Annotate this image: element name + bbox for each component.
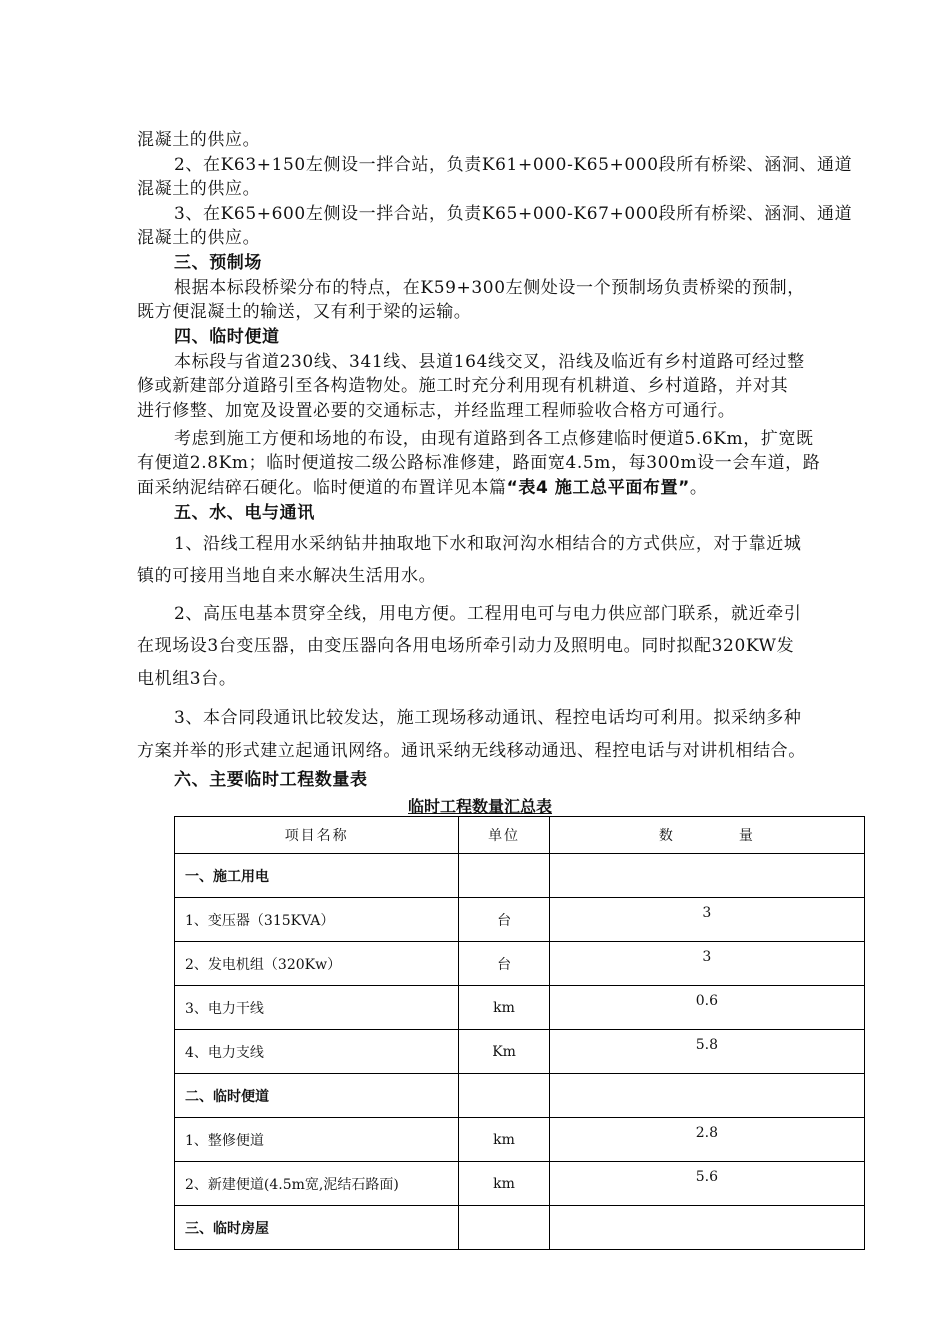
cell-unit: km bbox=[459, 1118, 549, 1162]
cell-unit bbox=[459, 854, 549, 898]
cell-quantity bbox=[549, 1206, 864, 1250]
cell-unit: km bbox=[459, 986, 549, 1030]
cell-quantity bbox=[549, 1074, 864, 1118]
table-row bbox=[175, 1162, 865, 1206]
paragraph-line: 有便道2.8Km；临时便道按二级公路标准修建，路面宽4.5m，每300m设一会车道，路 bbox=[137, 453, 821, 473]
cell-quantity: 5.8 bbox=[549, 1030, 864, 1074]
header-unit: 单位 bbox=[459, 817, 549, 854]
cell-item-name: 一、施工用电 bbox=[175, 854, 459, 898]
paragraph-line: 1、沿线工程用水采纳钻井抽取地下水和取河沟水相结合的方式供应，对于靠近城 bbox=[174, 534, 802, 554]
cell-item-name: 二、临时便道 bbox=[175, 1074, 459, 1118]
header-quantity: 数 量 bbox=[549, 817, 864, 854]
paragraph-line: 在现场设3台变压器，由变压器向各用电场所牵引动力及照明电。同时拟配320KW发 bbox=[137, 636, 795, 656]
paragraph-line: 2、在K63+150左侧设一拌合站，负责K61+000-K65+000段所有桥梁、涵洞、通道 bbox=[174, 155, 853, 175]
paragraph-line bbox=[137, 476, 708, 500]
paragraph-line: 镇的可接用当地自来水解决生活用水。 bbox=[137, 566, 437, 586]
cell-item-name: 3、电力干线 bbox=[175, 986, 459, 1030]
cell-unit bbox=[459, 1206, 549, 1250]
table-row bbox=[175, 942, 865, 986]
cell-quantity bbox=[549, 854, 864, 898]
section-heading-utilities: 五、水、电与通讯 bbox=[174, 503, 315, 523]
cell-quantity: 3 bbox=[549, 898, 864, 942]
cell-item-name: 2、发电机组（320Kw） bbox=[175, 942, 459, 986]
paragraph-line: 根据本标段桥梁分布的特点，在K59+300左侧处设一个预制场负责桥梁的预制， bbox=[174, 278, 805, 298]
paragraph-line: 修或新建部分道路引至各构造物处。施工时充分利用现有机耕道、乡村道路，并对其 bbox=[137, 376, 789, 396]
paragraph-line: 混凝土的供应。 bbox=[137, 179, 261, 199]
paragraph-line: 3、在K65+600左侧设一拌合站，负责K65+000-K67+000段所有桥梁、涵洞、通道 bbox=[174, 204, 853, 224]
table-section-row bbox=[175, 854, 865, 898]
paragraph-line: 考虑到施工方便和场地的布设，由现有道路到各工点修建临时便道5.6Km，扩宽既 bbox=[174, 429, 814, 449]
section-heading-temporary-road: 四、临时便道 bbox=[174, 327, 280, 347]
table-section-row bbox=[175, 1074, 865, 1118]
cell-item-name: 三、临时房屋 bbox=[175, 1206, 459, 1250]
quantity-table bbox=[174, 816, 865, 1250]
paragraph-line: 既方便混凝土的输送，又有利于梁的运输。 bbox=[137, 302, 472, 322]
section-heading-precast-yard: 三、预制场 bbox=[174, 253, 262, 273]
paragraph-line: 本标段与省道230线、341线、县道164线交叉，沿线及临近有乡村道路可经过整 bbox=[174, 352, 805, 372]
table-body bbox=[175, 854, 865, 1250]
cell-unit: km bbox=[459, 1162, 549, 1206]
header-item-name: 项目名称 bbox=[175, 817, 459, 854]
cell-item-name: 1、整修便道 bbox=[175, 1118, 459, 1162]
table-section-row bbox=[175, 1206, 865, 1250]
table-reference: “表4 施工总平面布置” bbox=[506, 478, 690, 498]
cell-unit: 台 bbox=[459, 942, 549, 986]
paragraph-text: 面采纳泥结碎石硬化。临时便道的布置详见本篇 bbox=[137, 478, 507, 498]
paragraph-line: 进行修整、加宽及设置必要的交通标志，并经监理工程师验收合格方可通行。 bbox=[137, 401, 736, 421]
cell-quantity: 5.6 bbox=[549, 1162, 864, 1206]
table-row bbox=[175, 1118, 865, 1162]
cell-unit: Km bbox=[459, 1030, 549, 1074]
paragraph-line: 3、本合同段通讯比较发达，施工现场移动通讯、程控电话均可利用。拟采纳多种 bbox=[174, 708, 802, 728]
cell-quantity: 0.6 bbox=[549, 986, 864, 1030]
table-row bbox=[175, 986, 865, 1030]
table-row bbox=[175, 1030, 865, 1074]
cell-unit bbox=[459, 1074, 549, 1118]
paragraph-line: 混凝土的供应。 bbox=[137, 130, 261, 150]
cell-item-name: 1、变压器（315KVA） bbox=[175, 898, 459, 942]
cell-quantity: 2.8 bbox=[549, 1118, 864, 1162]
paragraph-text: 。 bbox=[689, 478, 708, 498]
paragraph-line: 电机组3台。 bbox=[137, 669, 237, 689]
table-row bbox=[175, 898, 865, 942]
paragraph-line: 方案并举的形式建立起通讯网络。通讯采纳无线移动通迅、程控电话与对讲机相结合。 bbox=[137, 741, 806, 761]
cell-unit: 台 bbox=[459, 898, 549, 942]
cell-quantity: 3 bbox=[549, 942, 864, 986]
cell-item-name: 2、新建便道(4.5m宽,泥结石路面) bbox=[175, 1162, 459, 1206]
cell-item-name: 4、电力支线 bbox=[175, 1030, 459, 1074]
section-heading-quantity-table: 六、主要临时工程数量表 bbox=[174, 770, 368, 790]
table-title: 临时工程数量汇总表 bbox=[408, 797, 553, 816]
paragraph-line: 2、高压电基本贯穿全线，用电方便。工程用电可与电力供应部门联系，就近牵引 bbox=[174, 604, 802, 624]
paragraph-line: 混凝土的供应。 bbox=[137, 228, 261, 248]
table-header-row bbox=[175, 817, 865, 854]
